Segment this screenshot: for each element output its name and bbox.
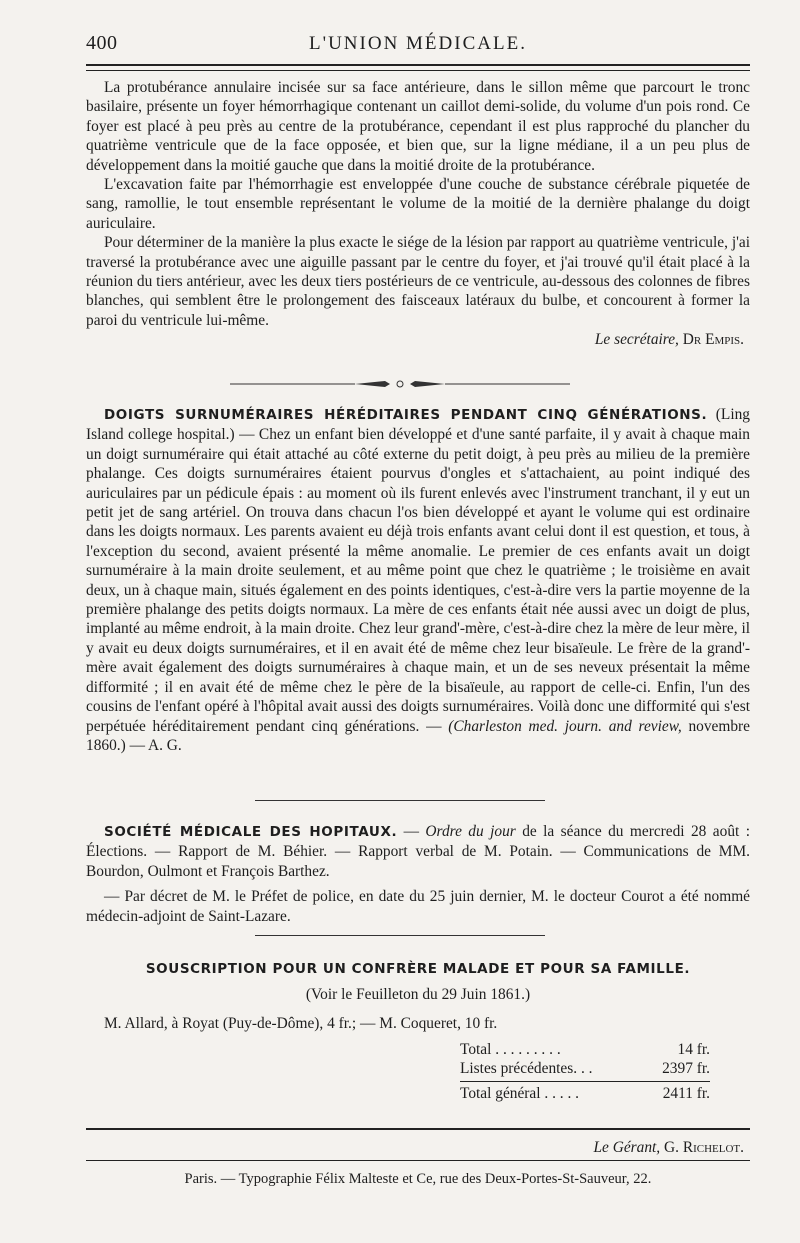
- ledger-sum-rule: [460, 1081, 710, 1082]
- header-rule: [86, 64, 750, 71]
- section-divider: [255, 800, 545, 801]
- article-heading: DOIGTS SURNUMÉRAIRES HÉRÉDITAIRES PENDANT CINQ GÉNÉRATIONS.: [104, 407, 708, 423]
- societe-notice: [86, 822, 750, 926]
- subscription-ledger: [460, 1040, 710, 1103]
- page-number: 400: [86, 32, 118, 54]
- decret-notice: — Par décret de M. le Préfet de police, en date du 25 juin dernier, M. le docteur Courot a été nommé médecin-adjoint de Saint-Lazare.: [86, 888, 750, 925]
- journal-title: L'UNION MÉDICALE.: [309, 33, 527, 54]
- protuberance-report: [86, 78, 750, 350]
- souscription-subheading: (Voir le Feuilleton du 29 Juin 1861.): [305, 986, 531, 1004]
- citation: (Charleston med. journ. and review,: [448, 717, 682, 735]
- gerant-signature: Le Gérant, G. Richelot.: [593, 1139, 744, 1156]
- paragraph: L'excavation faite par l'hémorrhagie est enveloppée d'une couche de substance cérébrale piquetée de sang, ramollie, le tout ensemble représentant le volume de la moitié de la dernière phalange du doigt auriculaire.: [86, 176, 750, 232]
- footer-rule-thin: [86, 1160, 750, 1161]
- ledger-row-grand-total: Total général . . . . . 2411 fr.: [460, 1084, 710, 1102]
- ledger-row-previous: Listes précédentes. . . 2397 fr.: [460, 1060, 710, 1078]
- article-body: SOCIÉTÉ MÉDICALE DES HOPITAUX. — Ordre du jour de la séance du mercredi 28 août : Élections. — Rapport de M. Béhier. — Rapport verbal de M. Potain. — Communications de MM. Bourdon, Oulmont et François Barthez.: [86, 823, 750, 880]
- souscription-heading: SOUSCRIPTION POUR UN CONFRÈRE MALADE ET POUR SA FAMILLE. (Voir le Feuilleton du 29 Juin 1861.): [86, 960, 750, 1005]
- footer-rule: [86, 1128, 750, 1130]
- paragraph: Pour déterminer de la manière la plus exacte le siége de la lésion par rapport au quatrième ventricule, j'ai traversé la protubérance avec une aiguille passant par le centre du foyer, et j'ai trouvé qu'il était placé à la réunion du tiers antérieur, avec les deux tiers postérieurs de ce ventricule, au-dessous des colonnes de fibres blanches, qui semblent être le prolongement des faisceaux latéraux du bulbe, et concourent à former la paroi du ventricule lui-même.: [86, 234, 750, 329]
- page-header: [86, 28, 750, 58]
- article-heading: SOCIÉTÉ MÉDICALE DES HOPITAUX.: [104, 824, 398, 840]
- section-divider: [255, 935, 545, 936]
- section-ornament: [230, 378, 570, 390]
- paragraph: La protubérance annulaire incisée sur sa face antérieure, dans le sillon même que parcourt le tronc basilaire, présente un foyer hémorrhagique contenant un caillot demi-solide, du volume d'un pois rond. Ce foyer est placé à peu près au centre de la protubérance, cependant il est plus rapproché du plancher du quatrième ventricule que de la face opposée, et bien que, sur la ligne médiane, il a un peu plus de développement dans la moitié gauche que dans la moitié droite de la protubérance.: [86, 79, 750, 174]
- article-body: DOIGTS SURNUMÉRAIRES HÉRÉDITAIRES PENDANT CINQ GÉNÉRATIONS. (Ling Island college hospital.) — Chez un enfant bien développé et d'une santé parfaite, il y avait à chaque main un doigt surnuméraire qui était attaché au côté externe du petit doigt, à peu près au milieu de la première phalange. Ces doigts surnuméraires étaient pourvus d'ongles et s'attachaient, au point indiqué des auriculaires par un pédicule épais : au moment où ils furent enlevés avec l'instrument tranchant, il y eut un petit jet de sang artériel. On trouva dans chacun l'os bien développé et ayant le volume qui est ordinaire dans les doigts normaux. Les parents avaient eu déjà trois enfants avant celui dont il est question, et tous, à l'exception du second, avaient présenté la même anomalie. Le premier de ces enfants avait un doigt surnuméraire à la main droite seulement, et au même point que chez le quatrième ; le troisième en avait deux, un à chaque main, situés également en des points identiques, c'est-à-dire vers la partie moyenne de la première phalange des petits doigts normaux. La mère de ces enfants était née aussi avec un doigt de plus, implanté au même endroit, à la main droite. Chez leur grand'-mère, c'est-à-dire chez la mère de leur mère, il y avait eu deux doigts surnuméraires, et il en avait été de même chez leur bisaïeule. Le frère de la grand'-mère avait également des doigts surnuméraires à chaque main, et un de ses neveux présentait la même difformité ; il en avait été de même chez le père de la bisaïeule, au rapport de celle-ci. Enfin, l'un des cousins de l'enfant opéré à l'hôpital avait aussi des doigts surnuméraires. Voilà donc une difformité qui s'est perpétuée héréditairement pendant cinq générations. — (Charleston med. journ. and review, novembre 1860.) — A. G.: [86, 406, 750, 754]
- secretary-signature: Le secrétaire, Dr Empis.: [594, 331, 744, 349]
- printer-imprint: Paris. — Typographie Félix Malteste et Ce, rue des Deux-Portes-St-Sauveur, 22.: [184, 1171, 652, 1187]
- doigts-article: [86, 405, 750, 755]
- donor-list: M. Allard, à Royat (Puy-de-Dôme), 4 fr.; — M. Coqueret, 10 fr.: [104, 1015, 498, 1032]
- ledger-row-total: Total . . . . . . . . . 14 fr.: [460, 1041, 710, 1058]
